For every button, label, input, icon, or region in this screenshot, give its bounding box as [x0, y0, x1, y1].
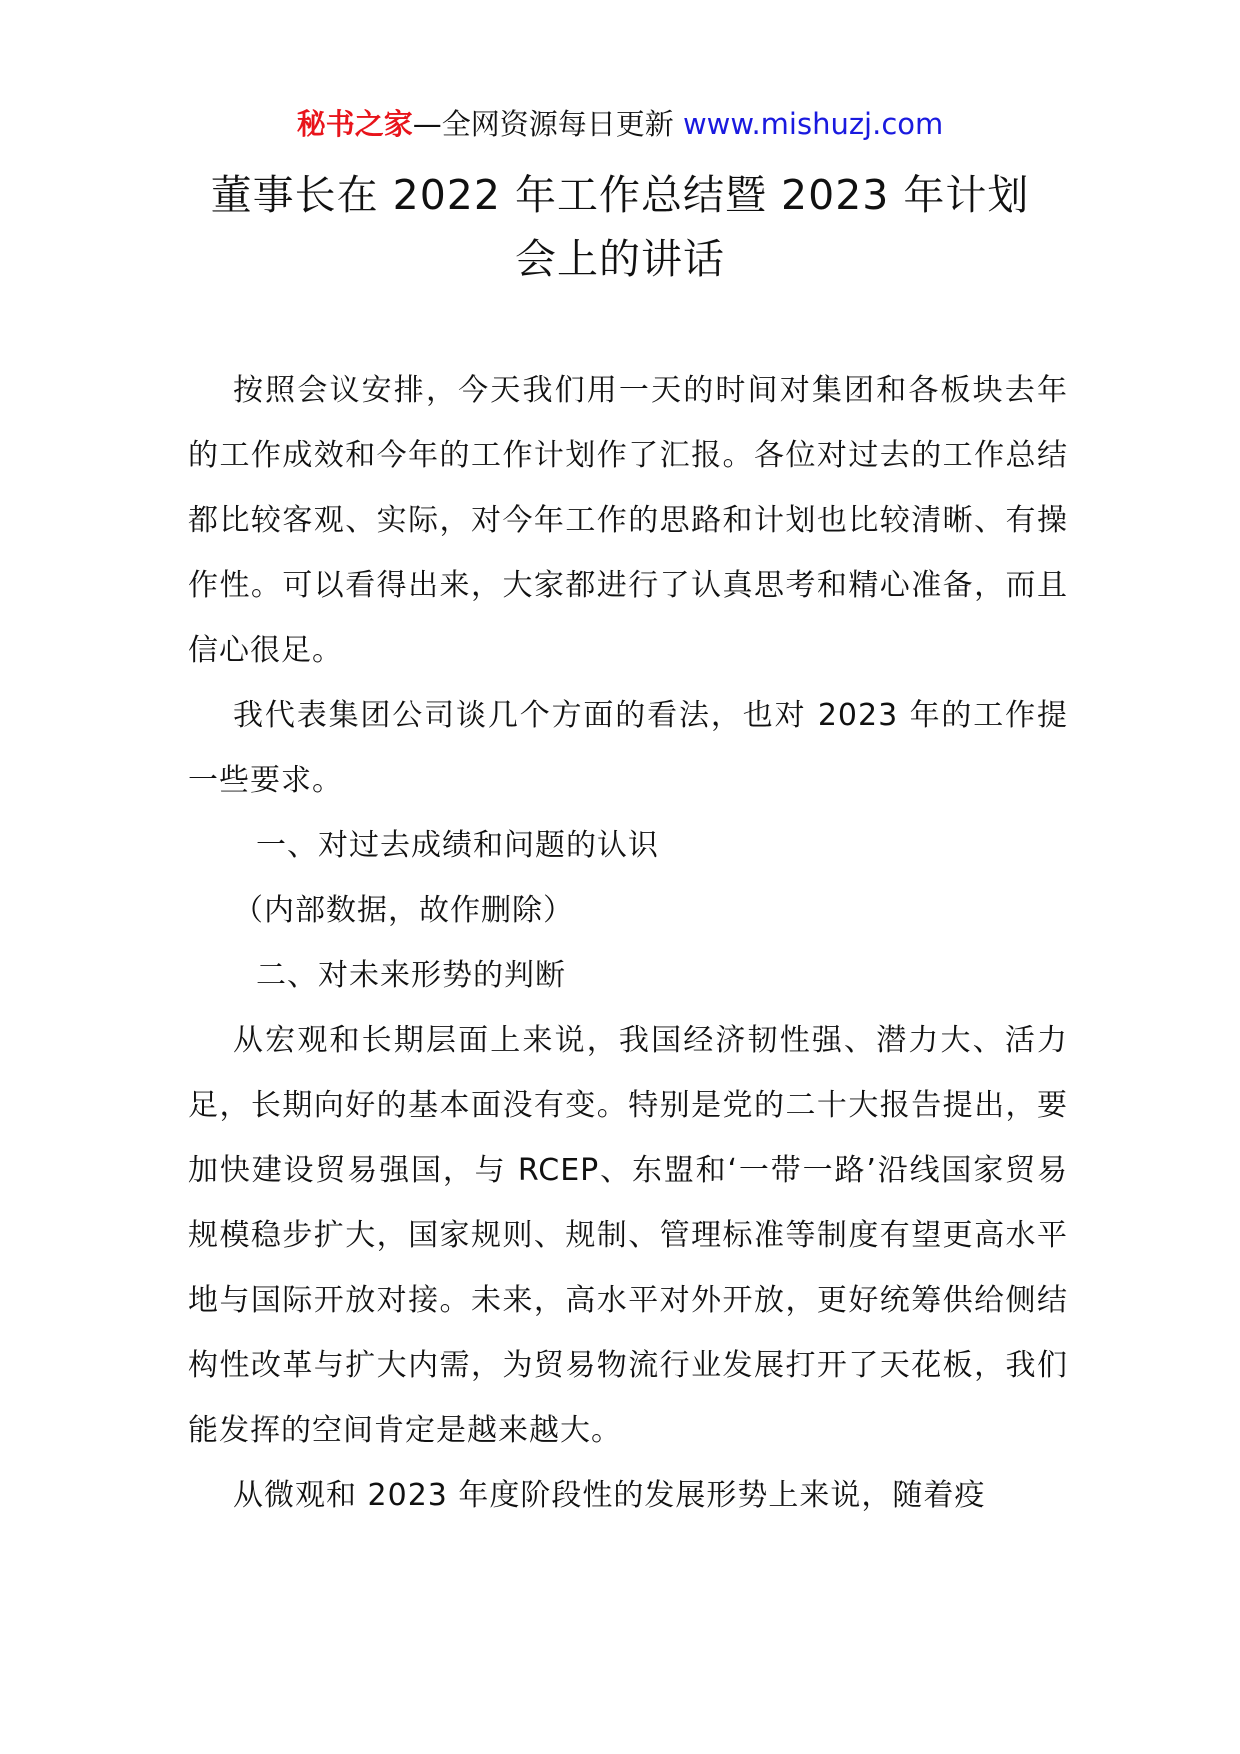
- section-heading-2: 二、对未来形势的判断: [256, 958, 566, 993]
- document-body: [188, 358, 1068, 1528]
- paragraph-macro-outlook: 从宏观和长期层面上来说，我国经济韧性强、潜力大、活力足，长期向好的基本面没有变。特别是党的二十大报告提出，要加快建设贸易强国，与 RCEP、东盟和‘一带一路’沿线国家贸易规模稳步扩大，国家规则、规制、管理标准等制度有望更高水平地与国际开放对接。未来，高水平对外开放，更好统筹供给侧结构性改革与扩大内需，为贸易物流行业发展打开了天花板，我们能发挥的空间肯定是越来越大。: [188, 1023, 1068, 1448]
- title-line-2: 会上的讲话: [515, 235, 725, 283]
- site-url-link[interactable]: www.mishuzj.com: [682, 107, 944, 141]
- title-line-1: 董事长在 2022 年工作总结暨 2023 年计划: [210, 171, 1030, 219]
- brand-name: 秘书之家: [296, 107, 413, 141]
- header-slogan: —全网资源每日更新: [412, 107, 683, 141]
- document-title: [150, 163, 1090, 291]
- paragraph-micro-outlook: 从微观和 2023 年度阶段性的发展形势上来说，随着疫: [233, 1478, 986, 1513]
- section-heading-1: 一、对过去成绩和问题的认识: [256, 828, 659, 863]
- redaction-note: （内部数据，故作删除）: [233, 893, 574, 928]
- paragraph-requirements: 我代表集团公司谈几个方面的看法，也对 2023 年的工作提一些要求。: [188, 698, 1068, 798]
- site-header: [0, 104, 1240, 144]
- paragraph-intro: 按照会议安排，今天我们用一天的时间对集团和各板块去年的工作成效和今年的工作计划作了汇报。各位对过去的工作总结都比较客观、实际，对今年工作的思路和计划也比较清晰、有操作性。可以看得出来，大家都进行了认真思考和精心准备，而且信心很足。: [188, 373, 1068, 668]
